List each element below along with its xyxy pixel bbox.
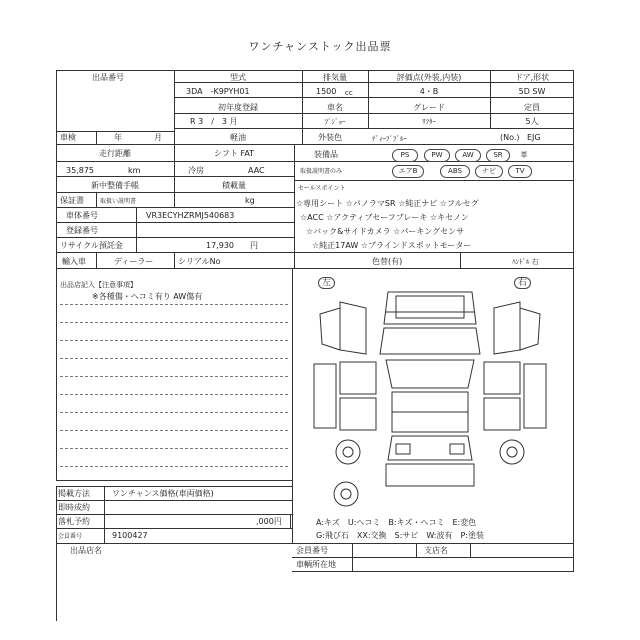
notes-rule [60,394,288,395]
recycle-unit: 円 [250,241,258,250]
exterior-color-value: ﾃﾞｨｰﾌﾟﾌﾞﾙｰ [372,135,407,143]
equipment-badge-pw: PW [424,149,450,162]
sales-point-line: ☆ACC ☆アクティブセーフブレーキ ☆キセノン [300,213,469,222]
sales-points-title: セールスポイント [298,185,346,192]
sales-point-line: ☆バック&サイドカメラ ☆パーキングセンサ [306,227,465,236]
equipment-badge-ps: PS [392,149,418,162]
car-name-label: 車名 [327,103,343,112]
equipment-label: 装備品 [314,150,338,159]
location-label: 車輌所在地 [296,560,336,569]
aircon-value: AAC [248,166,265,175]
load-unit: kg [245,196,255,205]
capacity-label: 定員 [524,103,540,112]
sales-point-line: ☆純正17AW ☆ブラインドスポットモーター [312,241,472,250]
equipment-badge-leather: 革 [520,151,528,159]
equipment-badge-tv: TV [508,165,532,178]
reservation-label: 落札予約 [58,517,90,526]
member-small-label: 会員番号 [58,533,83,540]
instant-label: 即時成約 [58,503,90,512]
model-value: 3DA -K9PYH01 [186,87,250,96]
notes-rule [60,430,288,431]
grade-label: グレード [413,103,445,112]
first-reg-label: 初年度登録 [218,103,258,112]
dealer-label: ディーラー [114,257,154,266]
fuel-label: 軽油 [230,133,246,142]
rating-value: 4・B [419,87,439,96]
inspection-month: 月 [154,133,162,142]
import-label: 輸入車 [62,257,86,266]
door-value: 5D SW [518,87,546,96]
notes-rule [60,466,288,467]
recycle-value: 17,930 [206,241,234,250]
inspection-year: 年 [114,133,122,142]
color-no-value: EJG [527,133,541,142]
notes-rule [60,376,288,377]
listing-method-label: 掲載方法 [58,489,90,498]
car-name-value: ﾌﾟｼﾞｮｰ [324,118,346,126]
equipment-badge-airbag: エアB [392,165,424,178]
color-change-label: 色替(有) [372,257,403,266]
equipment-badge-abs: ABS [440,165,470,178]
reservation-value: ,000円 [256,517,282,526]
recycle-label: リサイクル預託金 [60,241,123,250]
notes-title: 出品店記入【注意事項】 [60,281,137,289]
color-no-label: (No.) [500,133,520,142]
car-damage-diagram [300,284,560,514]
manual-label: 取扱い説明書 [100,198,137,205]
equipment-badge-sr: SR [486,149,510,162]
door-label: ドア,形状 [514,73,550,82]
warranty-label: 保証書 [60,196,84,205]
displacement-unit: cc [345,89,353,97]
listing-store-label: 出品店名 [70,546,102,555]
mileage-value: 35,875 [66,166,94,175]
shift-value: シフト FAT [213,149,255,158]
reg-number-label: 登録番号 [66,226,98,235]
notes-line-1: ※各種傷・ヘコミ有り AW傷有 [92,292,203,301]
displacement-label: 排気量 [323,73,347,82]
model-label: 型式 [230,73,246,82]
damage-legend-line-1: A:キズ U:ヘコミ B:キズ・ヘコミ E:変色 [316,518,477,527]
grade-value: ﾘﾌﾀｰ [422,118,436,126]
exterior-color-label: 外装色 [318,133,342,142]
notes-rule [60,448,288,449]
capacity-value: 5人 [525,117,539,126]
branch-label: 支店名 [424,546,448,555]
equipment-badge-aw: AW [455,149,481,162]
chassis-value: VR3ECYHZRMJ540683 [146,211,235,220]
sales-point-line: ☆専用シート ☆パノラマSR ☆純正ナビ ☆フルセグ [296,199,479,208]
notes-rule [60,322,288,323]
diagram-right-label: 右 [514,277,531,289]
load-label: 積載量 [222,181,246,190]
new-warranty-label: 新中整備手帳 [91,181,139,190]
inspection-label: 車検 [60,133,76,142]
steering-label: ﾊﾝﾄﾞﾙ 右 [512,258,539,266]
aircon-label: 冷房 [188,166,204,175]
diagram-left-label: 左 [318,277,335,289]
damage-legend-line-2: G:飛び石 XX:交換 S:サビ W:波有 P:塗装 [316,531,484,540]
member-small-value: 9100427 [112,531,148,540]
equipment-badge-navi: ナビ [475,165,503,178]
mileage-unit: km [128,166,141,175]
first-reg-value: R 3 / 3 月 [190,117,238,126]
chassis-label: 車体番号 [66,211,98,220]
notes-rule [60,412,288,413]
notes-rule [60,340,288,341]
member-number-label: 会員番号 [296,546,328,555]
rating-label: 評価点(外装,内装) [396,73,462,82]
mileage-label: 走行距離 [99,149,131,158]
listing-method-value: ワンチャンス価格(車両価格) [112,489,214,498]
notes-rule [60,358,288,359]
serial-label: シリアルNo [178,257,221,266]
displacement-value: 1500 [316,87,337,96]
notes-rule [60,304,288,305]
equipment-note: 取扱説明書のみ [300,168,343,175]
lot-number-label: 出品番号 [92,73,124,82]
page-title: ワンチャンストック出品票 [248,40,392,53]
